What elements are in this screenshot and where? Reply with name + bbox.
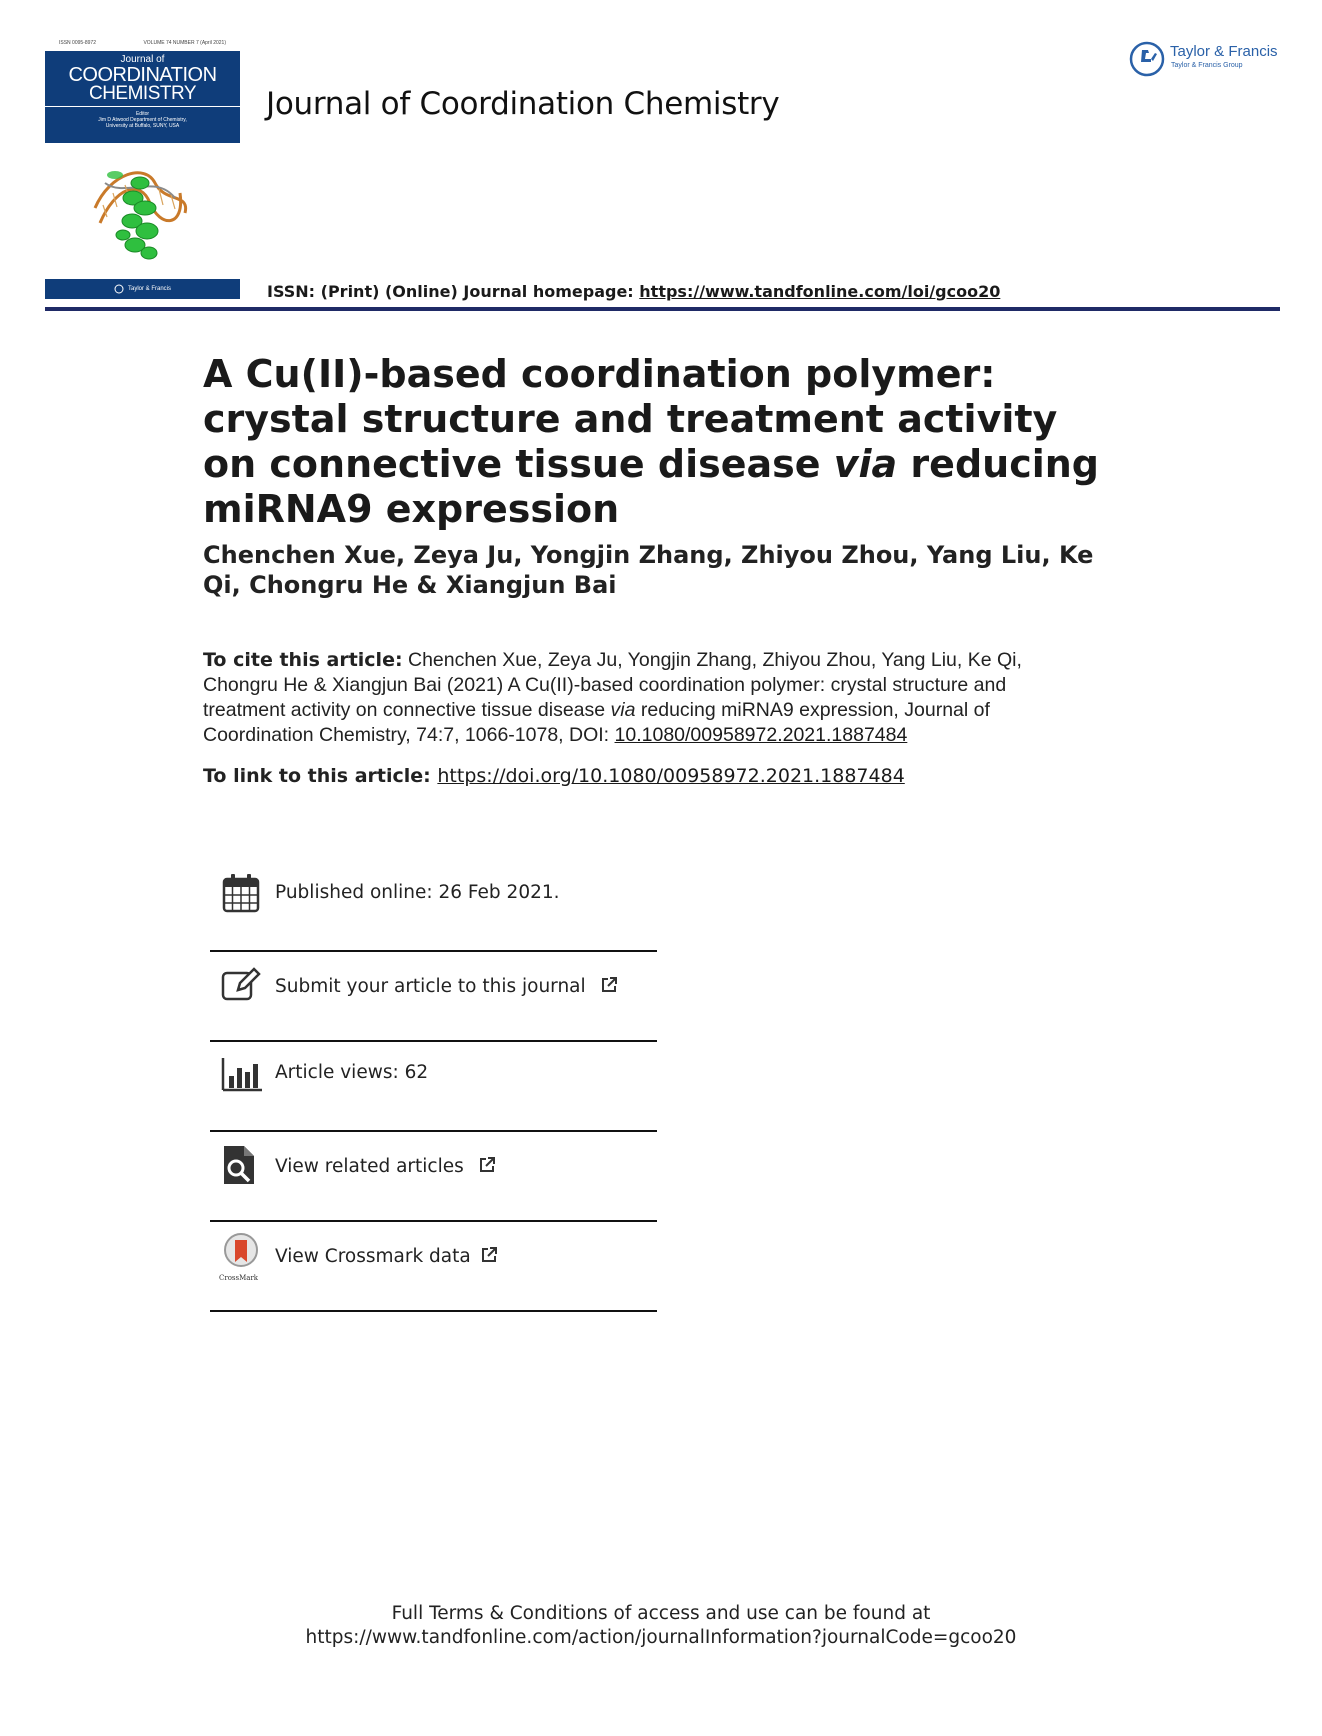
crossmark-row[interactable] (210, 1222, 657, 1312)
article-info-list (210, 862, 657, 1312)
publisher-name: Taylor & Francis (1170, 43, 1278, 60)
cover-stripe (45, 106, 240, 107)
external-link-icon (600, 976, 618, 994)
crossmark-icon (220, 1232, 262, 1274)
journal-title: Journal of Coordination Chemistry (266, 86, 780, 122)
published-online: Published online: 26 Feb 2021. (275, 882, 560, 903)
submit-article-link[interactable]: Submit your article to this journal (275, 976, 586, 997)
cover-topline (45, 38, 240, 50)
cite-label: To cite this article: (203, 649, 403, 671)
crossmark-link[interactable]: View Crossmark data (275, 1246, 471, 1267)
cover-publisher-band (45, 279, 240, 299)
cover-chemistry: CHEMISTRY (88, 83, 197, 104)
external-link-icon (480, 1246, 498, 1264)
journal-homepage-link[interactable]: https://www.tandfonline.com/loi/gcoo20 (639, 282, 1001, 301)
article-doi-url[interactable]: https://doi.org/10.1080/00958972.2021.1887484 (437, 765, 905, 787)
cover-editor: Editor Jim D Atwood Department of Chemistry, University at Buffalo, SUNY, USA (98, 111, 187, 129)
molecule-illustration (85, 153, 200, 268)
edit-icon (220, 964, 262, 1006)
publisher-group: Taylor & Francis Group (1171, 62, 1243, 69)
cover-tf-icon (114, 284, 124, 294)
header-rule (45, 307, 1280, 311)
document-search-icon (220, 1144, 262, 1186)
issn-text: ISSN: (Print) (Online) Journal homepage: (267, 282, 640, 301)
cover-publisher: Taylor & Francis (127, 286, 171, 292)
article-link-line (203, 765, 905, 787)
article-views-row (210, 1042, 657, 1132)
bar-chart-icon (220, 1054, 262, 1096)
submit-article-row[interactable] (210, 952, 657, 1042)
external-link-icon (478, 1156, 496, 1174)
link-label: To link to this article: (203, 765, 438, 787)
taylor-francis-logo[interactable] (1128, 40, 1288, 80)
cover-volume: VOLUME 74 NUMBER 7 (April 2021) (143, 40, 226, 46)
cover-journal-of: Journal of (120, 54, 165, 65)
related-articles-row[interactable] (210, 1132, 657, 1222)
footer-terms-url[interactable]: https://www.tandfonline.com/action/journalInformation?journalCode=gcoo20 (305, 1627, 1017, 1648)
citation-block: To cite this article: Chenchen Xue, Zeya Ju, Yongjin Zhang, Zhiyou Zhou, Yang Liu, Ke Qi, Chongru He & Xiangjun Bai (2021) A Cu(II)-based coordination polymer: crystal structure and treatment activity on connective tissue disease via reducing miRNA9 expression, Journal of Coordination Chemistry, 74:7, 1066-1078, DOI: 10.1080/00958972.2021.1887484 (203, 649, 1022, 746)
cover-title-band (45, 51, 240, 143)
article-views: Article views: 62 (275, 1062, 429, 1083)
taylor-francis-logo-icon (1128, 40, 1166, 78)
related-articles-link[interactable]: View related articles (275, 1156, 464, 1177)
cover-coordination: COORDINATION (68, 64, 217, 86)
footer-line1: Full Terms & Conditions of access and use can be found at (391, 1603, 931, 1624)
calendar-icon (220, 872, 262, 914)
issn-line (267, 282, 1000, 301)
cover-issn: ISSN 0095-8972 (59, 40, 96, 46)
crossmark-badge-label: CrossMark (219, 1274, 259, 1282)
journal-cover (45, 38, 240, 299)
article-authors: Chenchen Xue, Zeya Ju, Yongjin Zhang, Zhiyou Zhou, Yang Liu, Ke Qi, Chongru He & Xiangjun Bai (203, 541, 1094, 599)
doi-link[interactable]: 10.1080/00958972.2021.1887484 (614, 724, 908, 746)
terms-footer (0, 1602, 1322, 1650)
article-title: A Cu(II)-based coordination polymer: crystal structure and treatment activity on connective tissue disease via reducing miRNA9 expression (203, 352, 1100, 531)
published-online-row (210, 862, 657, 952)
